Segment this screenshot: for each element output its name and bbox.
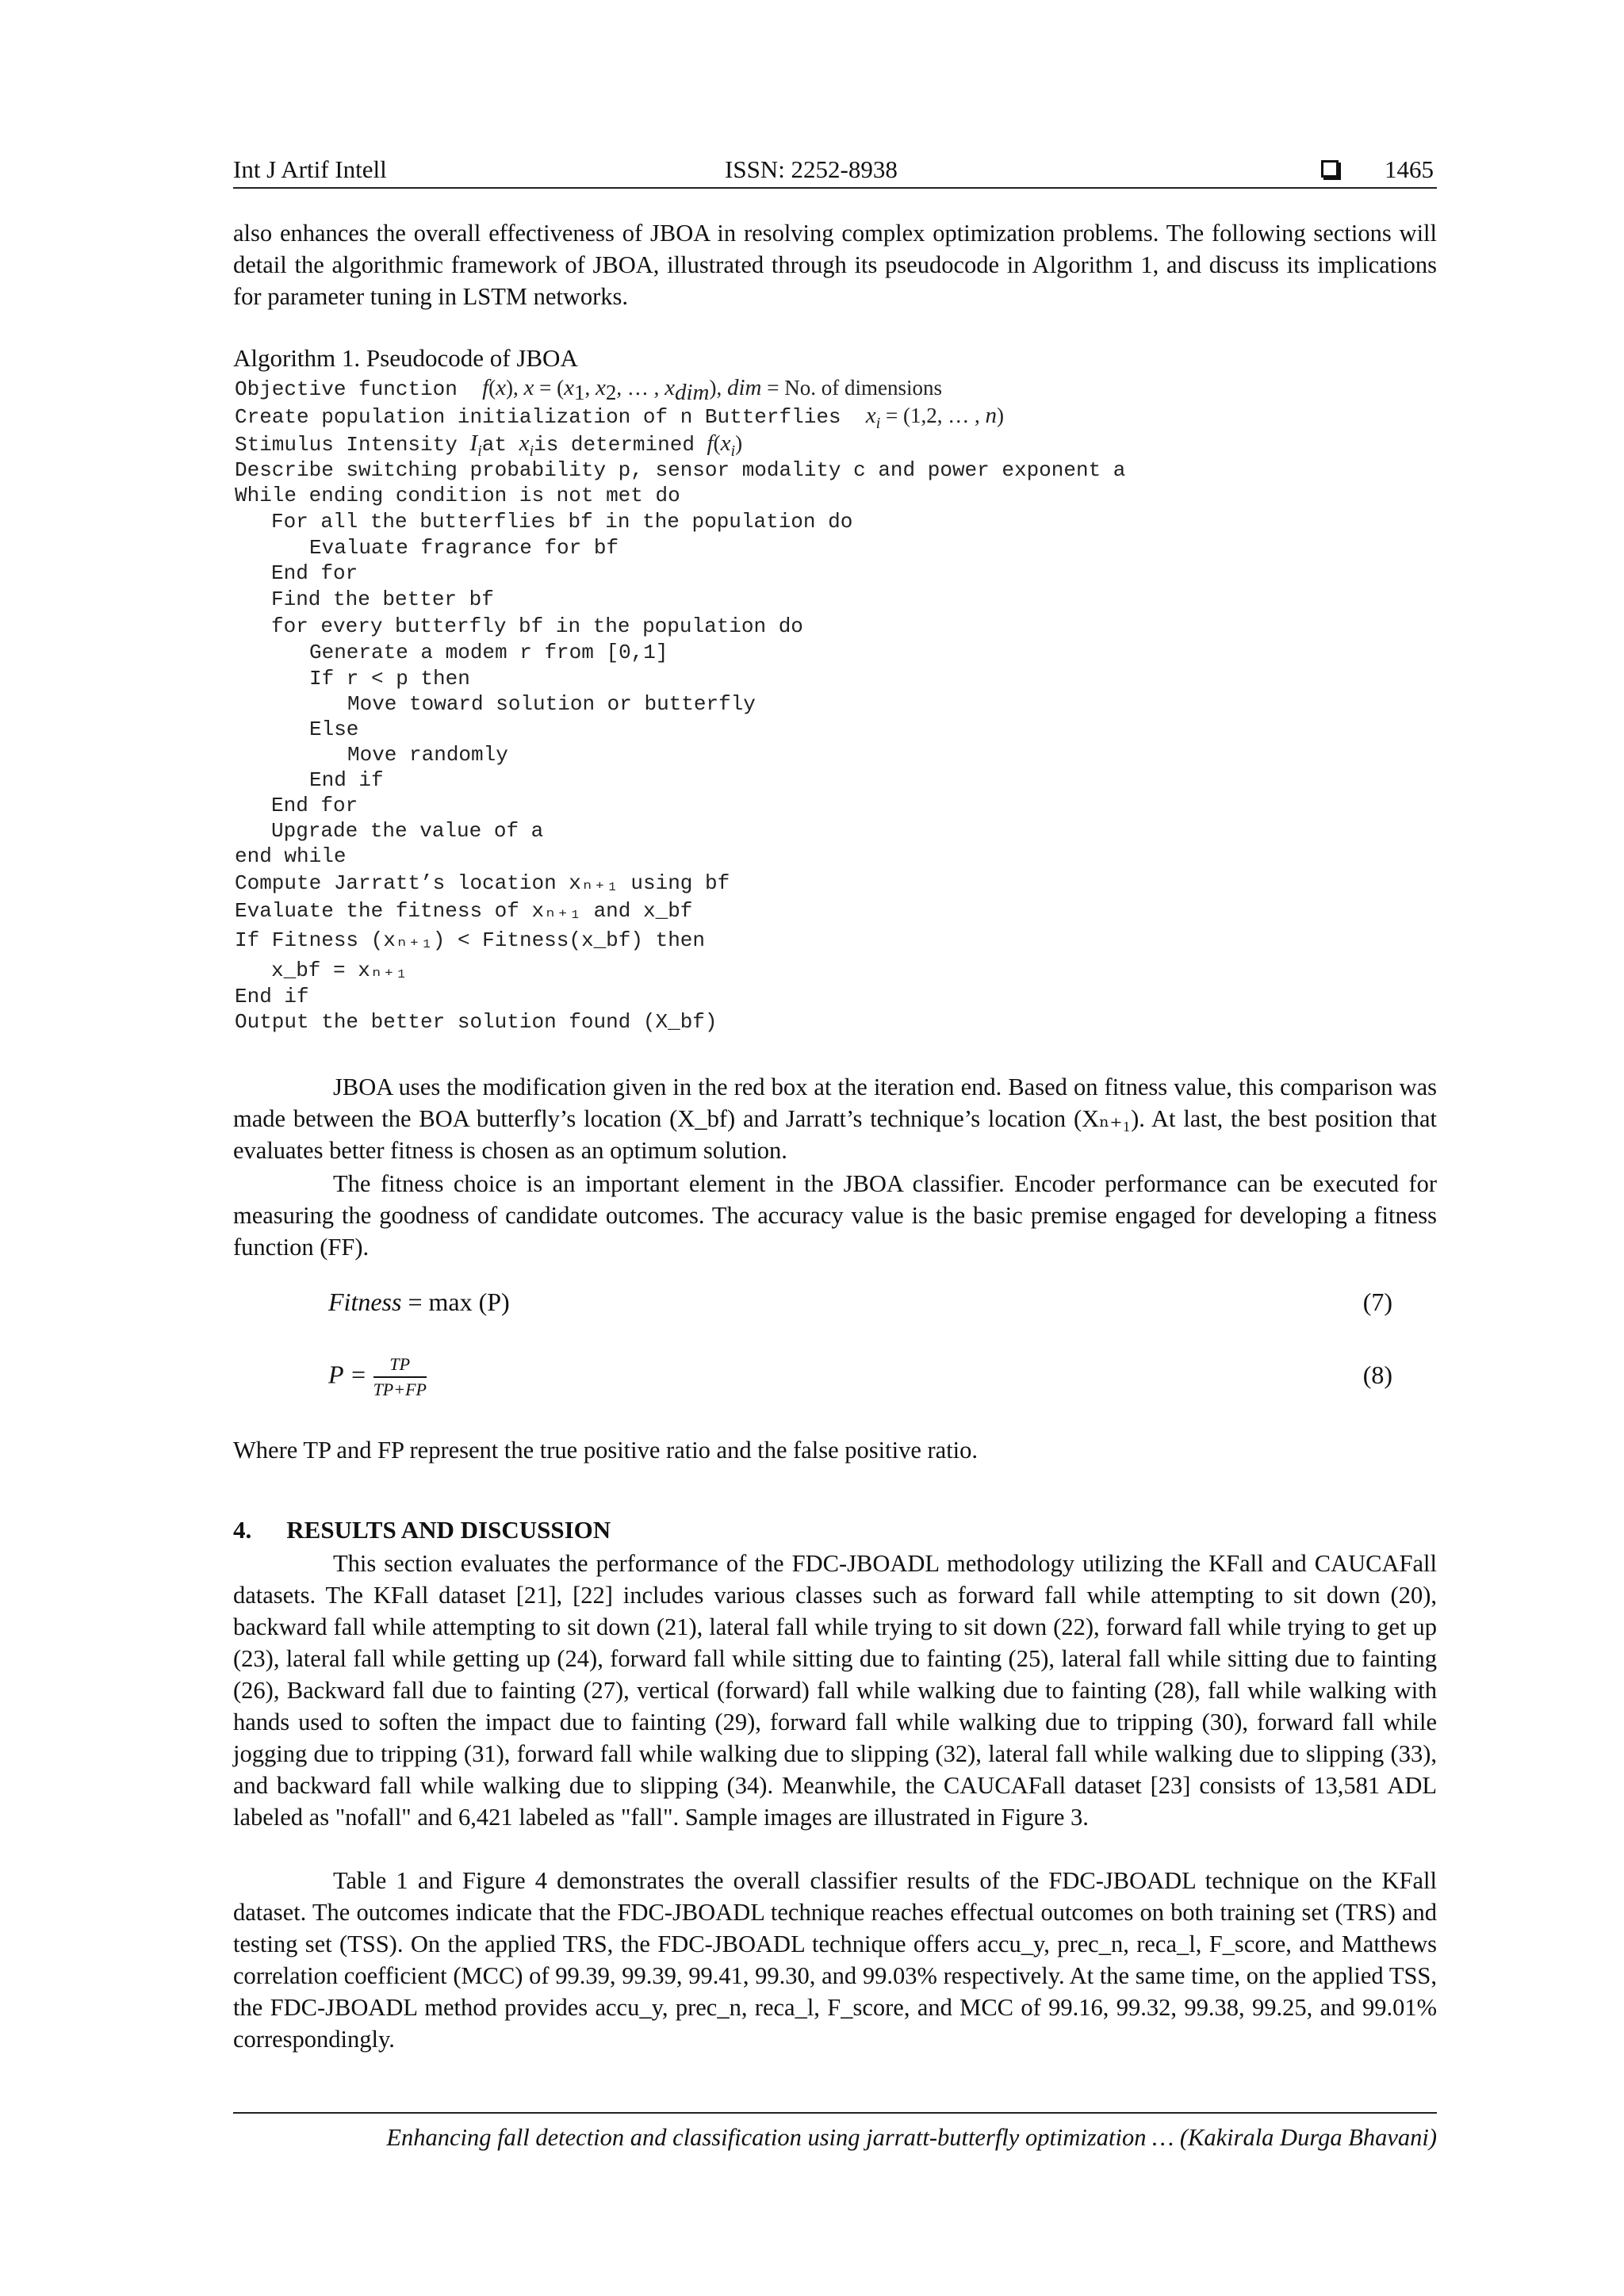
algorithm-line: Evaluate the fitness of xₙ₊₁ and x_bf [235, 899, 693, 923]
algorithm-line: For all the butterflies bf in the population do [271, 510, 853, 534]
algorithm-line: While ending condition is not met do [235, 484, 680, 507]
algorithm-line: If r < p then [309, 667, 470, 691]
algorithm-title: Algorithm 1. Pseudocode of JBOA [233, 344, 578, 372]
fitness-paragraph: The fitness choice is an important element in the JBOA classifier. Encoder performance can be executed for measuring the goodness of candidate outcomes. The accuracy value is the basic premise engaged for developing a fitness function (FF). [233, 1170, 1437, 1261]
algorithm-line: for every butterfly bf in the population do [271, 614, 803, 638]
algorithm-line: Else [309, 718, 359, 741]
equation-8-numerator: TP [373, 1354, 427, 1378]
algorithm-line: Move randomly [347, 743, 508, 767]
algorithm-line: Find the better bf [271, 587, 494, 611]
running-footer: Enhancing fall detection and classification using jarratt-butterfly optimization … (Kakirala Durga Bhavani) [233, 2112, 1437, 2153]
running-header [233, 151, 1437, 189]
algorithm-line: Move toward solution or butterfly [347, 692, 756, 716]
algorithm-line: end while [235, 844, 347, 868]
algorithm-line: Describe switching probability p, sensor modality c and power exponent a [235, 458, 1126, 482]
algorithm-line: Objective function f(x), $x = (x_1$, $x_2$, … , $x_{dim}$), dim = No. of dimensions [235, 375, 942, 406]
page-number: 1465 [1385, 155, 1434, 183]
equation-7-lhs: Fitness [328, 1288, 402, 1316]
section-number: 4. [233, 1516, 252, 1544]
equation-8-number: (8) [1362, 1360, 1392, 1389]
section-4-paragraph-1: This section evaluates the performance of the FDC-JBOADL methodology utilizing the KFall and CAUCAFall datasets. The KFall dataset [21], [22] includes various classes such as forward fall while attempting to sit down (20), backward fall while attempting to sit down (21), lateral fall while trying to sit down (22), forward fall while trying to get up (23), lateral fall while getting up (24), forward fall while sitting due to fainting (25), lateral fall while sitting due to fainting (26), Backward fall due to fainting (27), vertical (forward) fall while walking due to fainting (28), fall while walking with hands used to soften the impact due to fainting (29), forward fall while walking due to tripping (30), forward fall while jogging due to tripping (31), forward fall while walking due to slipping (32), lateral fall while walking due to slipping (33), and backward fall while walking due to slipping (34). Meanwhile, the CAUCAFall dataset [23] consists of 13,581 ADL labeled as "nofall" and 6,421 labeled as "fall". Sample images are illustrated in Figure 3. [233, 1550, 1437, 1831]
journal-name: Int J Artif Intell [233, 155, 387, 183]
issn: ISSN: 2252-8938 [725, 155, 898, 183]
algorithm-line: Generate a modem r from [0,1] [309, 641, 668, 664]
section-4-heading [233, 1516, 1437, 1544]
equation-7-rhs: = max (P) [408, 1288, 510, 1316]
algorithm-line: If Fitness (xₙ₊₁) < Fitness(x_bf) then [235, 928, 705, 952]
algorithm-line: Stimulus Intensity $I_iat$ $x_iis$ determined $f(x_i)$ [235, 430, 743, 460]
algorithm-line: Upgrade the value of a [271, 819, 544, 843]
algorithm-line: Evaluate fragrance for bf [309, 536, 619, 560]
section-4-paragraph-2: Table 1 and Figure 4 demonstrates the overall classifier results of the FDC-JBOADL technique on the KFall dataset. The outcomes indicate that the FDC-JBOADL technique reaches effectual outcomes on both training set (TRS) and testing set (TSS). On the applied TRS, the FDC-JBOADL technique offers accu_y, prec_n, reca_l, F_score, and Matthews correlation coefficient (MCC) of 99.39, 99.39, 99.41, 99.30, and 99.03% respectively. At the same time, on the applied TSS, the FDC-JBOADL method provides accu_y, prec_n, reca_l, F_score, and MCC of 99.16, 99.32, 99.38, 99.25, and 99.01% correspondingly. [233, 1867, 1437, 2053]
algorithm-line: x_bf = xₙ₊₁ [271, 959, 408, 982]
algorithm-line: End for [271, 794, 358, 817]
where-paragraph: Where TP and FP represent the true positive ratio and the false positive ratio. [233, 1437, 979, 1464]
algorithm-line: Output the better solution found (X_bf) [235, 1010, 718, 1034]
algorithm-line: End if [309, 768, 384, 792]
algorithm-line: End if [235, 985, 309, 1008]
section-title: RESULTS AND DISCUSSION [286, 1516, 611, 1544]
square-bullet-icon [1321, 160, 1339, 178]
equation-8-denominator: TP+FP [373, 1380, 427, 1399]
equation-8-lhs: P = [328, 1360, 367, 1389]
equation-7-number: (7) [1362, 1288, 1392, 1316]
algorithm-line: End for [271, 561, 358, 585]
intro-paragraph: also enhances the overall effectiveness of JBOA in resolving complex optimization problems. The following sections will detail the algorithmic framework of JBOA, illustrated through its pseudocode in Algorithm 1, and discuss its implications for parameter tuning in LSTM networks. [233, 220, 1437, 310]
equation-8-fraction [373, 1354, 427, 1400]
algorithm-line: Compute Jarratt’s location xₙ₊₁ using bf [235, 871, 730, 895]
algorithm-line: Create population initialization of n Butterflies $x_i = (1,2$, … , n) [235, 403, 1004, 432]
jboa-paragraph: JBOA uses the modification given in the red box at the iteration end. Based on fitness value, this comparison was made between the BOA butterfly’s location (X_bf) and Jarratt’s technique’s location (Xₙ₊₁). At last, the best position that evaluates better fitness is chosen as an optimum solution. [233, 1073, 1437, 1164]
